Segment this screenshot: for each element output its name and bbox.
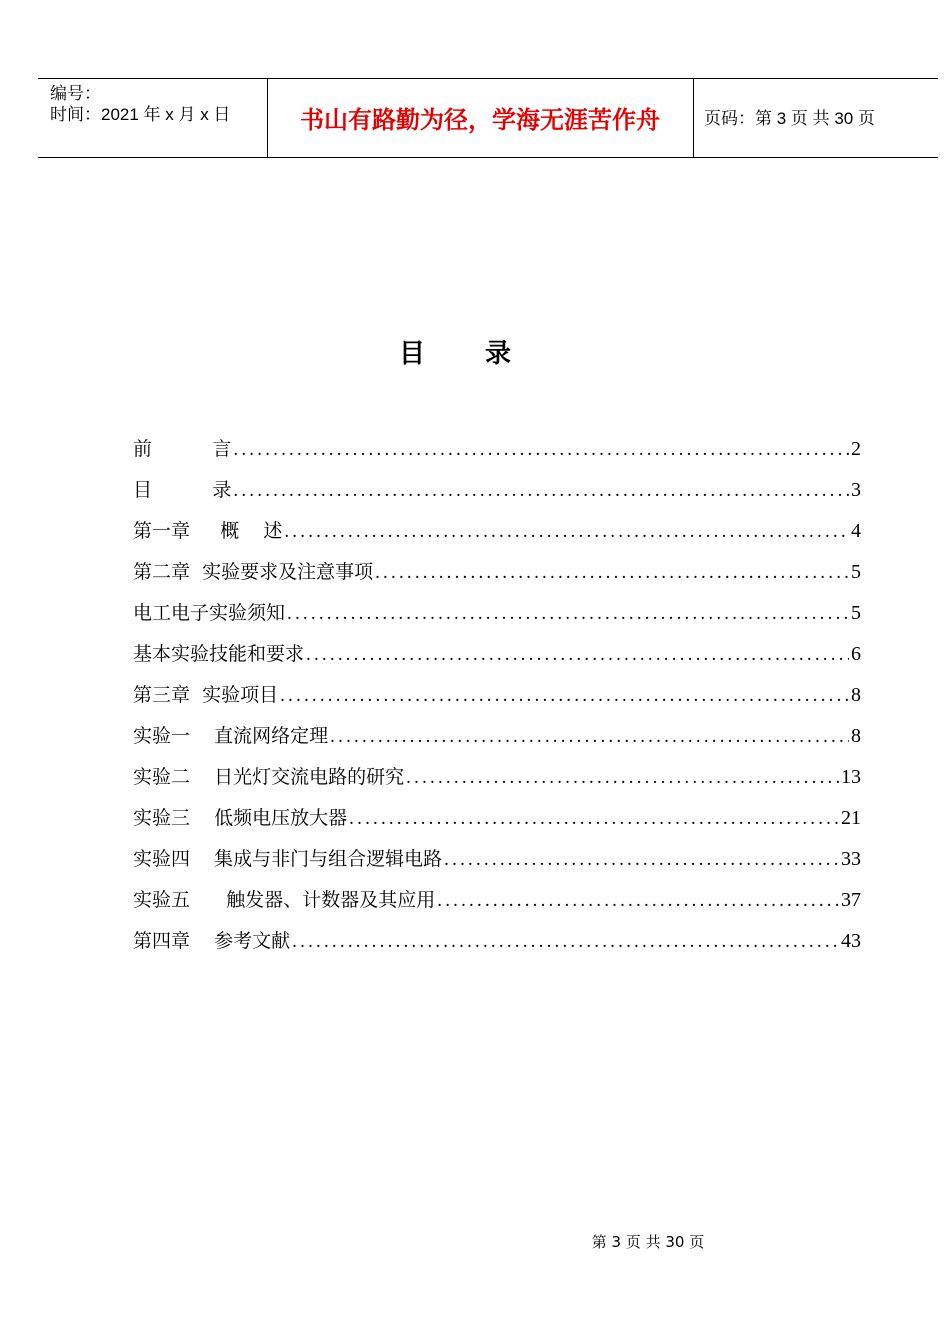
- toc-entry-label: 目 录: [133, 479, 232, 501]
- toc-entry-page: 37: [841, 889, 861, 911]
- toc-entry[interactable]: [133, 543, 861, 584]
- toc-leader-dots: [375, 562, 849, 584]
- toc-leader-dots: [444, 849, 839, 871]
- toc-entry[interactable]: [133, 707, 861, 748]
- toc-entry-label: 第三章 实验项目: [133, 684, 279, 706]
- toc-leader-dots: [284, 521, 849, 543]
- toc-entry-label: 前 言: [133, 438, 232, 460]
- toc-entry-label: 基本实验技能和要求: [133, 643, 305, 665]
- toc-entry-label: 实验四 集成与非门与组合逻辑电路: [133, 848, 443, 870]
- toc-leader-dots: [306, 644, 849, 666]
- toc-entry-page: 8: [851, 725, 861, 747]
- toc-leader-dots: [233, 439, 849, 461]
- toc-entry-page: 3: [851, 479, 861, 501]
- toc-leader-dots: [292, 931, 839, 953]
- toc-entry[interactable]: [133, 502, 861, 543]
- header-motto: 书山有路勤为径，学海无涯苦作舟: [300, 106, 660, 134]
- toc-entry-label: 第一章 概 述: [133, 520, 283, 542]
- toc-entry-label: 实验一 直流网络定理: [133, 725, 329, 747]
- table-of-contents: [133, 420, 861, 953]
- toc-leader-dots: [406, 767, 839, 789]
- page-footer: 第 3 页 共 30 页: [591, 1233, 705, 1251]
- page-header: [38, 78, 938, 158]
- toc-leader-dots: [287, 603, 849, 625]
- toc-entry-label: 第二章 实验要求及注意事项: [133, 561, 374, 583]
- toc-entry-page: 43: [841, 930, 861, 952]
- toc-entry-page: 21: [841, 807, 861, 829]
- toc-entry-page: 4: [851, 520, 861, 542]
- toc-entry[interactable]: [133, 461, 861, 502]
- toc-entry[interactable]: [133, 666, 861, 707]
- toc-entry[interactable]: [133, 625, 861, 666]
- toc-entry[interactable]: [133, 584, 861, 625]
- toc-leader-dots: [349, 808, 839, 830]
- toc-entry-page: 6: [851, 643, 861, 665]
- toc-entry[interactable]: [133, 871, 861, 912]
- toc-entry-label: 实验五 触发器、计数器及其应用: [133, 889, 436, 911]
- toc-entry-label: 电工电子实验须知: [133, 602, 286, 624]
- header-page-code: 页码：第 3 页 共 30 页: [704, 109, 875, 128]
- header-page-cell: [694, 79, 938, 157]
- document-time-label: 时间：2021 年 x 月 x 日: [50, 105, 231, 124]
- toc-entry-page: 5: [851, 602, 861, 624]
- toc-entry-page: 2: [851, 438, 861, 460]
- toc-entry[interactable]: [133, 748, 861, 789]
- header-motto-cell: [267, 79, 694, 157]
- toc-entry[interactable]: [133, 830, 861, 871]
- toc-leader-dots: [330, 726, 849, 748]
- toc-entry-page: 33: [841, 848, 861, 870]
- toc-entry[interactable]: [133, 789, 861, 830]
- toc-leader-dots: [280, 685, 849, 707]
- toc-leader-dots: [437, 890, 839, 912]
- header-info-cell: [38, 79, 268, 157]
- toc-leader-dots: [233, 480, 849, 502]
- toc-entry[interactable]: [133, 420, 861, 461]
- toc-entry-page: 5: [851, 561, 861, 583]
- toc-entry[interactable]: [133, 912, 861, 953]
- toc-entry-page: 8: [851, 684, 861, 706]
- toc-entry-label: 实验二 日光灯交流电路的研究: [133, 766, 405, 788]
- toc-entry-label: 第四章 参考文献: [133, 930, 291, 952]
- toc-entry-label: 实验三 低频电压放大器: [133, 807, 348, 829]
- toc-title: 目录: [398, 339, 571, 369]
- toc-entry-page: 13: [841, 766, 861, 788]
- document-number-label: 编号：: [50, 84, 101, 103]
